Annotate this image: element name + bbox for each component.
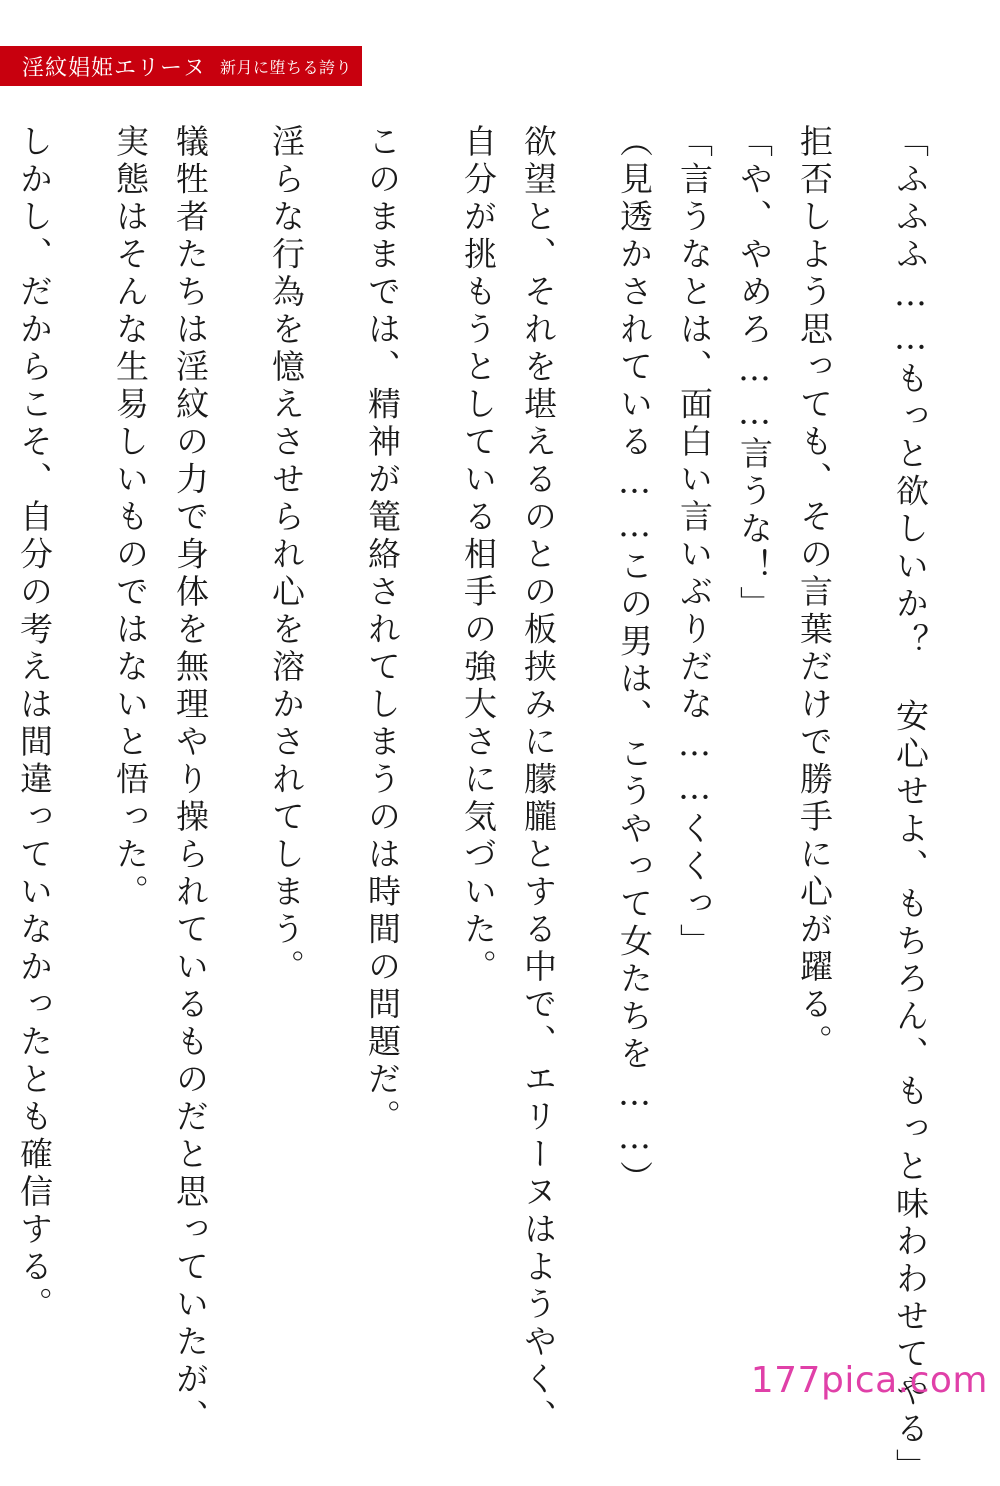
text-line: 自分が挑もうとしている相手の強大さに気づいた。 [459, 124, 498, 987]
text-line: 実態はそんな生易しいものではないと悟った。 [111, 124, 150, 912]
text-line: 「や、やめろ……言うな！」 [735, 124, 774, 624]
text-line: このままでは、精神が篭絡されてしまうのは時間の問題だ。 [363, 124, 402, 1137]
watermark: 177pica.com [750, 1360, 988, 1401]
book-title: 淫紋娼姫エリーヌ [21, 55, 206, 81]
text-line: しかし、だからこそ、自分の考えは間違っていなかったとも確信する。 [15, 124, 54, 1324]
text-line: 拒否しよう思っても、その言葉だけで勝手に心が躍る。 [795, 124, 834, 1062]
header-banner [0, 46, 362, 86]
text-line: 犠牲者たちは淫紋の力で身体を無理やり操られているものだと思っていたが、 [171, 124, 210, 1437]
text-line: 「言うなとは、面白い言いぶりだな……くくっ」 [675, 124, 714, 961]
chapter-title: 新月に堕ちる誇り [219, 57, 352, 77]
text-line: 「ふふふ……もっと欲しいか？ 安心せよ、もちろん、もっと味わわせてやる」 [891, 124, 930, 1486]
text-line: 欲望と、それを堪えるのとの板挟みに朦朧とする中で、エリーヌはようやく、 [519, 124, 558, 1437]
text-line: （見透かされている……この男は、こうやって女たちを……） [615, 124, 654, 1198]
text-line: 淫らな行為を憶えさせられ心を溶かされてしまう。 [267, 124, 306, 987]
